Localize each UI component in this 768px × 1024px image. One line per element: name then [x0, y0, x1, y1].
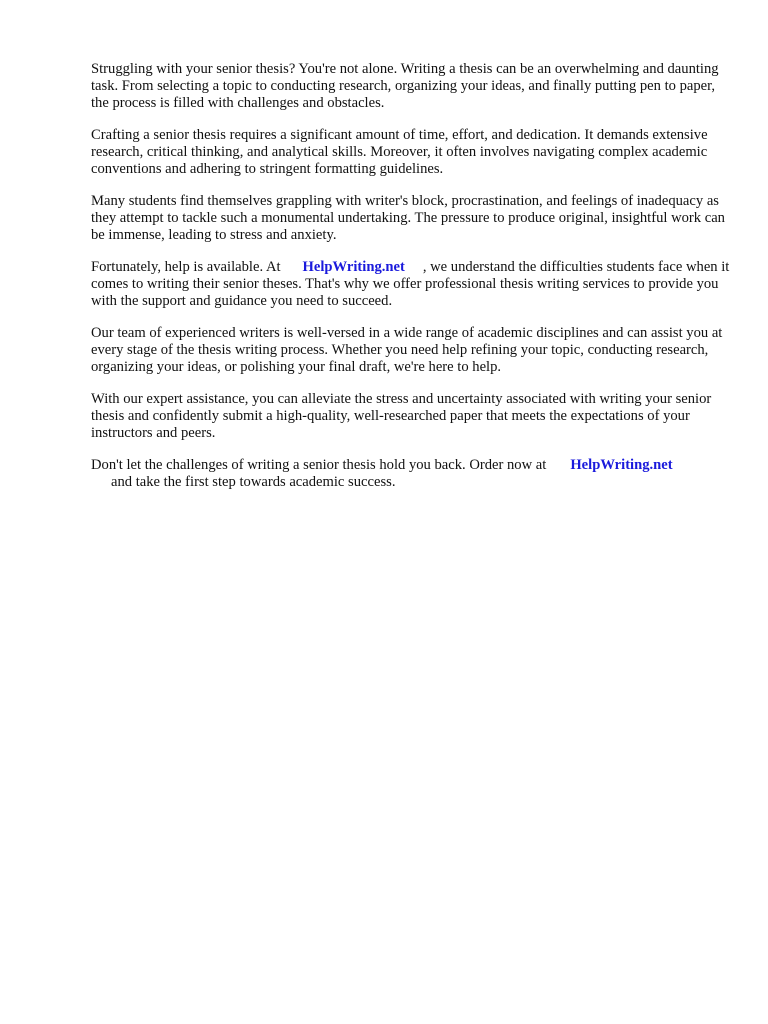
help-text-after: , we understand the difficulties students face when it comes to writing their senior theses. That's why we offer professional thesis writing services to provide you with the support and guidance you need to succeed. [91, 259, 730, 309]
closing-text-before: Don't let the challenges of writing a senior thesis hold you back. Order now at [91, 457, 547, 473]
paragraph-assistance: With our expert assistance, you can alleviate the stress and uncertainty associated with writing your senior thesis and confidently submit a high-quality, well-researched paper that meets the expectations of your instructors and peers. [91, 391, 712, 441]
paragraph-help [91, 259, 731, 310]
paragraph-struggles: Many students find themselves grappling with writer's block, procrastination, and feelings of inadequacy as they attempt to tackle such a monumental undertaking. The pressure to produce original, insightful work can be immense, leading to stress and anxiety. [91, 193, 725, 243]
helpwriting-link[interactable]: HelpWriting.net [302, 259, 405, 275]
paragraph-team: Our team of experienced writers is well-versed in a wide range of academic disciplines and can assist you at every stage of the thesis writing process. Whether you need help refining your topic, conducting research, organizing your ideas, or polishing your final draft, we're here to help. [91, 325, 723, 375]
closing-text-after: and take the first step towards academic success. [111, 474, 396, 490]
help-text-before: Fortunately, help is available. At [91, 259, 281, 275]
paragraph-intro: Struggling with your senior thesis? You're not alone. Writing a thesis can be an overwhelming and daunting task. From selecting a topic to conducting research, organizing your ideas, and finally putting pen to paper, the process is filled with challenges and obstacles. [91, 61, 719, 111]
document-body [91, 61, 731, 506]
paragraph-closing [91, 457, 731, 491]
paragraph-requirements: Crafting a senior thesis requires a significant amount of time, effort, and dedication. It demands extensive research, critical thinking, and analytical skills. Moreover, it often involves navigating complex academic conventions and adhering to stringent formatting guidelines. [91, 127, 708, 177]
helpwriting-link-closing[interactable]: HelpWriting.net [570, 457, 673, 473]
